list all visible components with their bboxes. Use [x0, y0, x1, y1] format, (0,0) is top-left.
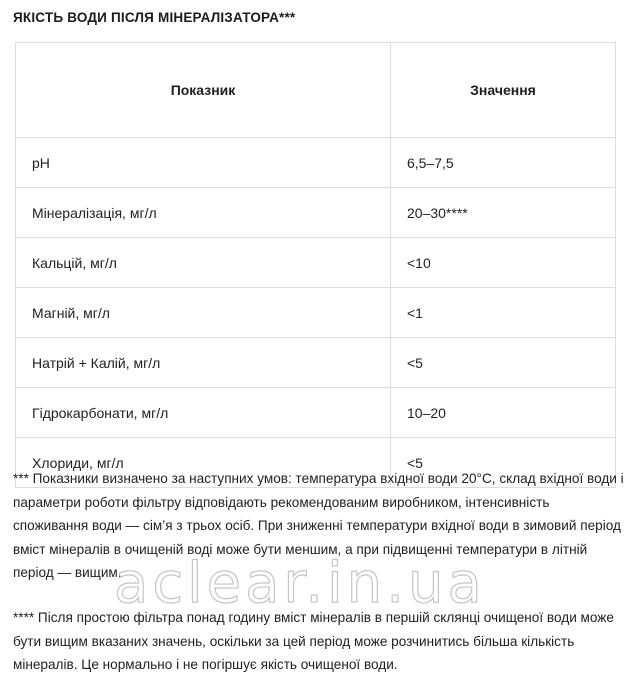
table-row — [16, 388, 616, 438]
cell-value: <5 — [391, 338, 616, 388]
cell-value: <5 — [391, 438, 616, 488]
cell-indicator: pH — [16, 138, 391, 188]
header-value: Значення — [391, 43, 616, 138]
cell-value: <1 — [391, 288, 616, 338]
watermark: aclear.in.ua — [114, 551, 486, 616]
cell-indicator: Натрій + Калій, мг/л — [16, 338, 391, 388]
cell-indicator: Мінералізація, мг/л — [16, 188, 391, 238]
water-quality-table — [15, 42, 616, 488]
section-title: ЯКІСТЬ ВОДИ ПІСЛЯ МІНЕРАЛІЗАТОРА*** — [13, 10, 296, 25]
header-indicator: Показник — [16, 43, 391, 138]
cell-value: 6,5–7,5 — [391, 138, 616, 188]
table-row — [16, 188, 616, 238]
cell-indicator: Магній, мг/л — [16, 288, 391, 338]
cell-value: 10–20 — [391, 388, 616, 438]
table-header-row — [16, 43, 616, 138]
footnote-idle-filter: **** Після простою фільтра понад годину вміст мінералів в першій склянці очищеної води може бути вищим вказаних значень, оскільки за цей період може розчинитись більша кількість мінералів. Це нормально і не погіршує якість очищеної води. — [13, 610, 614, 672]
table-row — [16, 238, 616, 288]
cell-value: 20–30**** — [391, 188, 616, 238]
cell-indicator: Хлориди, мг/л — [16, 438, 391, 488]
cell-indicator: Кальцій, мг/л — [16, 238, 391, 288]
cell-indicator: Гідрокарбонати, мг/л — [16, 388, 391, 438]
table-row — [16, 288, 616, 338]
footnote-conditions: *** Показники визначено за наступних умов: температура вхідної води 20°С, склад вхідної води і параметри роботи фільтру відповідають рекомендованим виробником, інтенсивність споживання води — сім’я з трьох осіб. При зниженні температури вхідної води в зимовий період вміст мінералів в очищеній воді може бути меншим, а при підвищенні температури в літній період — вищим. — [13, 471, 624, 580]
table-row — [16, 338, 616, 388]
cell-value: <10 — [391, 238, 616, 288]
table-row — [16, 138, 616, 188]
